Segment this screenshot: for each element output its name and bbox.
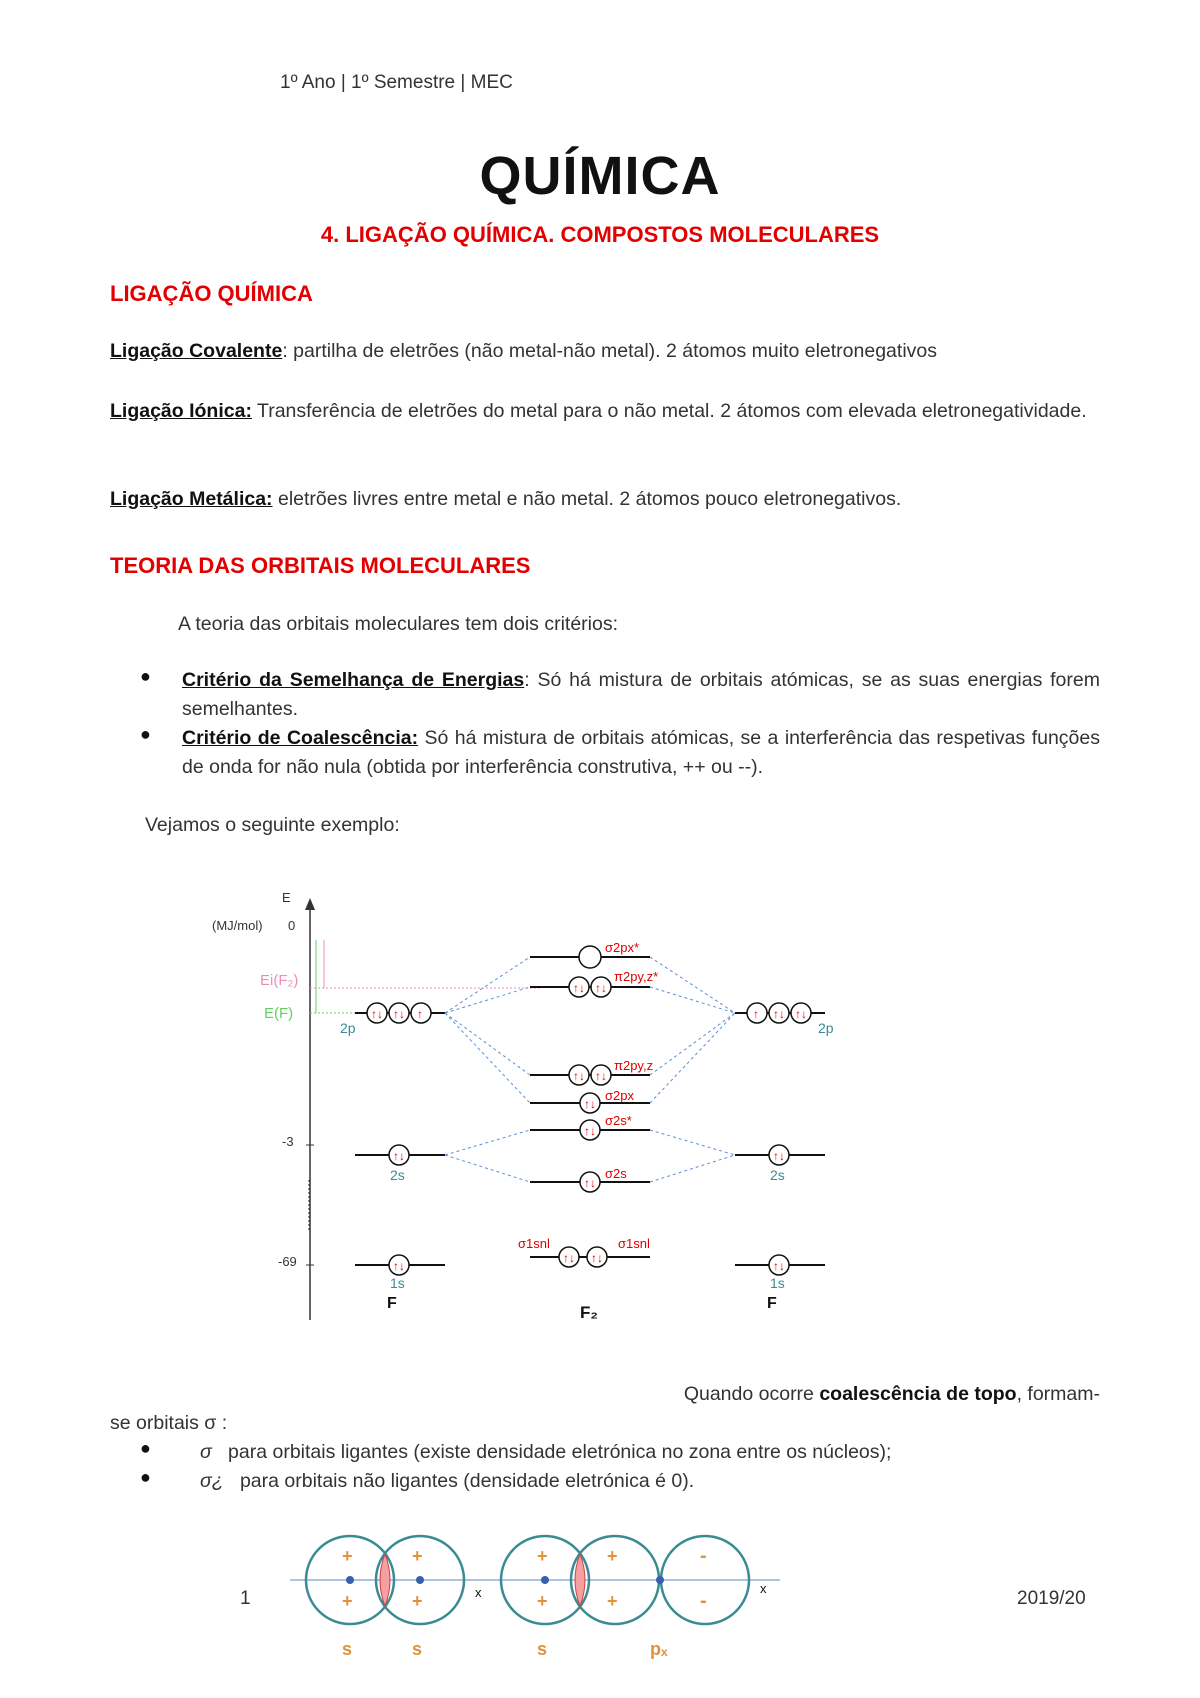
svg-text:↑↓: ↑↓ (563, 1251, 575, 1265)
ef-label: E(F) (264, 1005, 294, 1022)
mo-pi2p: π2py,z (614, 1058, 654, 1073)
atom-right: F (767, 1295, 777, 1312)
axis-label: E (282, 890, 291, 905)
axis-x-1: x (475, 1585, 482, 1600)
page-number: 1 (240, 1588, 251, 1609)
topo-line1: Quando ocorre coalescência de topo, formam- (683, 1383, 1100, 1405)
topo-bullet-ligantes: σ para orbitais ligantes (existe densidade eletrónica no zona entre os núcleos); (200, 1441, 892, 1463)
orbital-1s-left: 1s (390, 1275, 405, 1291)
mo-sigma1s-right: σ1snl (618, 1236, 650, 1251)
svg-text:+: + (342, 1591, 353, 1611)
svg-text:+: + (412, 1591, 423, 1611)
energy-axis-arrow (305, 898, 315, 910)
svg-text:↑: ↑ (417, 1007, 423, 1021)
correlation-lines (445, 957, 735, 1182)
tick-0: 0 (288, 918, 296, 933)
svg-text:↑↓: ↑↓ (573, 1069, 585, 1083)
orbital-2p-right: 2p (818, 1020, 834, 1036)
term-covalent: Ligação Covalente (110, 340, 283, 362)
svg-text:↑↓: ↑↓ (393, 1149, 405, 1163)
svg-text:↑↓: ↑↓ (773, 1007, 785, 1021)
svg-text:+: + (342, 1546, 353, 1566)
bullet-dot: ● (140, 666, 151, 686)
topo-line2: se orbitais σ : (110, 1412, 228, 1434)
section-heading-teoria: TEORIA DAS ORBITAIS MOLECULARES (110, 553, 531, 578)
label-s: s (412, 1639, 423, 1659)
svg-text:↑↓: ↑↓ (773, 1259, 785, 1273)
svg-text:↑↓: ↑↓ (573, 981, 585, 995)
axis-unit: (MJ/mol) (212, 918, 263, 933)
svg-text:+: + (412, 1546, 423, 1566)
orbital-2p-left: 2p (340, 1020, 356, 1036)
tick-minus3: -3 (282, 1134, 294, 1149)
label-s: s (342, 1639, 353, 1659)
svg-text:-: - (700, 1545, 707, 1567)
page-title: QUÍMICA (479, 146, 721, 206)
paragraph-ionic: Ligação Iónica: Transferência de eletrões do metal para o não metal. 2 átomos com elevada eletronegatividade. (110, 400, 1087, 422)
svg-text:↑↓: ↑↓ (584, 1097, 596, 1111)
bullet-dot: ● (140, 1438, 151, 1458)
svg-text:↑↓: ↑↓ (584, 1124, 596, 1138)
mo-sigma2s-star: σ2s* (605, 1113, 632, 1128)
tick-minus69: -69 (278, 1254, 297, 1269)
mo-sigma1s-left: σ1snl (518, 1236, 550, 1251)
bullet-dot: ● (140, 724, 151, 744)
molecule-label: F₂ (580, 1303, 598, 1322)
mo-pi2p-star: π2py,z* (614, 969, 659, 984)
paragraph-covalent: Ligação Covalente: partilha de eletrões (não metal-não metal). 2 átomos muito eletronegativos (110, 340, 937, 362)
footer-year: 2019/20 (1017, 1588, 1086, 1609)
section-heading-ligacao: LIGAÇÃO QUÍMICA (110, 281, 313, 306)
svg-text:↑↓: ↑↓ (393, 1259, 405, 1273)
label-px: pₓ (650, 1639, 668, 1659)
svg-text:↑↓: ↑↓ (795, 1007, 807, 1021)
svg-text:↑↓: ↑↓ (393, 1007, 405, 1021)
criterion-energias: Critério da Semelhança de Energias: Só há mistura de orbitais atómicas, se as suas energias forem semelhantes. (182, 669, 1100, 720)
ei-label: Ei(F₂) (260, 972, 299, 989)
bullet-dot: ● (140, 1467, 151, 1487)
orbital-2s-right: 2s (770, 1167, 785, 1183)
label-s: s (537, 1639, 548, 1659)
atom-left: F (387, 1295, 397, 1312)
mo-sigma2s: σ2s (605, 1166, 627, 1181)
mo-sigma2px-star: σ2px* (605, 940, 640, 955)
term-metallic: Ligação Metálica: (110, 488, 273, 510)
example-text: Vejamos o seguinte exemplo: (145, 814, 400, 836)
svg-text:↑↓: ↑↓ (584, 1176, 596, 1190)
orbital-1s-right: 1s (770, 1275, 785, 1291)
svg-text:↑↓: ↑↓ (371, 1007, 383, 1021)
criterion-coalescencia: Critério de Coalescência: Só há mistura de orbitais atómicas, se a interferência das respetivas funções de onda for não nula (obtida por interferência construtiva, ++ ou --). (182, 727, 1100, 778)
orbital-2s-left: 2s (390, 1167, 405, 1183)
chapter-subtitle: 4. LIGAÇÃO QUÍMICA. COMPOSTOS MOLECULARES (320, 222, 880, 247)
term-ionic: Ligação Iónica: (110, 400, 252, 422)
svg-text:+: + (607, 1546, 618, 1566)
intro-text: A teoria das orbitais moleculares tem dois critérios: (178, 613, 619, 635)
svg-text:↑↓: ↑↓ (773, 1149, 785, 1163)
axis-x-2: x (760, 1581, 767, 1596)
mo-diagram (200, 880, 920, 1340)
svg-text:+: + (537, 1591, 548, 1611)
svg-text:↑: ↑ (753, 1007, 759, 1021)
orbital-overlap-figure (290, 1530, 790, 1698)
svg-text:↑↓: ↑↓ (595, 981, 607, 995)
svg-text:↑↓: ↑↓ (591, 1251, 603, 1265)
overlap-region (575, 1554, 585, 1606)
svg-text:+: + (607, 1591, 618, 1611)
paragraph-metallic: Ligação Metálica: eletrões livres entre metal e não metal. 2 átomos pouco eletronegativos. (110, 488, 902, 510)
page-header: 1º Ano | 1º Semestre | MEC (280, 72, 513, 93)
svg-text:↑↓: ↑↓ (595, 1069, 607, 1083)
svg-text:+: + (537, 1546, 548, 1566)
topo-bullet-nao-ligantes: σ¿ para orbitais não ligantes (densidade eletrónica é 0). (200, 1470, 695, 1492)
mo-sigma2px: σ2px (605, 1088, 634, 1103)
overlap-region (380, 1554, 390, 1606)
svg-text:-: - (700, 1590, 707, 1612)
